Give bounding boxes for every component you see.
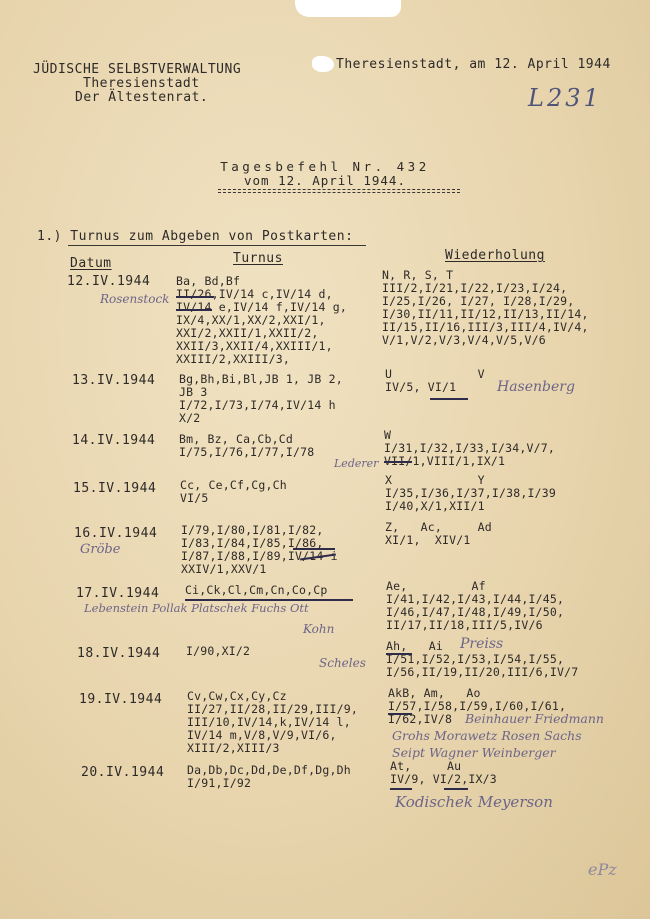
row-repeat-line: Z, Ac, Ad bbox=[385, 520, 492, 534]
handwritten-reference: L231 bbox=[528, 84, 602, 112]
paper-tear-top bbox=[295, 0, 401, 17]
row-repeat-line: VII/1,VIII/1,IX/1 bbox=[384, 454, 506, 468]
row-repeat-line: AkB, Am, Ao bbox=[388, 686, 481, 700]
row-turnus-line: I/91,I/92 bbox=[187, 776, 252, 790]
row-repeat-line: At, Au bbox=[390, 759, 462, 773]
row-repeat-line: I/30,II/11,II/12,II/13,II/14, bbox=[382, 307, 589, 321]
row-turnus-line: JB 3 bbox=[179, 385, 208, 399]
row-date: 16.IV.1944 bbox=[74, 526, 158, 541]
row-repeat-line: I/46,I/47,I/48,I/49,I/50, bbox=[386, 605, 565, 619]
handwritten-names: Lebenstein Pollak Platschek Fuchs Ott bbox=[84, 601, 309, 615]
corner-handwritten-mark: ePz bbox=[588, 860, 617, 879]
row-turnus-line: I/90,XI/2 bbox=[186, 644, 251, 658]
row-turnus-line: XXI/2,XXII/1,XXII/2, bbox=[176, 326, 319, 340]
row-turnus-line: Bm, Bz, Ca,Cb,Cd bbox=[179, 432, 293, 446]
row-repeat-line: V/1,V/2,V/3,V/4,V/5,V/6 bbox=[382, 333, 546, 347]
row-date: 19.IV.1944 bbox=[79, 692, 163, 707]
row-repeat-line: IV/9, VI/2,IX/3 bbox=[390, 772, 497, 786]
row-turnus-line: IV/14 e,IV/14 f,IV/14 g, bbox=[176, 300, 347, 314]
column-header-turnus: Turnus bbox=[233, 251, 283, 266]
row-turnus-line: I/83,I/84,I/85,I/86, bbox=[181, 536, 324, 550]
row-repeat-line: W bbox=[384, 428, 392, 442]
row-repeat-line: IV/5, VI/1 bbox=[385, 380, 457, 394]
handwritten-name: Hasenberg bbox=[497, 379, 575, 395]
row-repeat-line: U V bbox=[385, 367, 485, 381]
row-turnus-line: IX/4,XX/1,XX/2,XXI/1, bbox=[176, 313, 326, 327]
handwritten-names: Grohs Morawetz Rosen Sachs bbox=[392, 728, 582, 743]
place-date: Theresienstadt, am 12. April 1944 bbox=[336, 57, 611, 72]
row-repeat-line: Ah, Ai bbox=[386, 639, 443, 653]
column-header-repeat: Wiederholung bbox=[445, 248, 545, 263]
row-repeat-line: I/25,I/26, I/27, I/28,I/29, bbox=[382, 294, 575, 308]
row-turnus-line: IV/14 m,V/8,V/9,VI/6, bbox=[187, 728, 337, 742]
ink-underline bbox=[293, 548, 335, 550]
paper-hole bbox=[312, 56, 334, 72]
row-repeat-line: X Y bbox=[385, 473, 485, 487]
row-date: 15.IV.1944 bbox=[73, 481, 157, 496]
row-repeat-line: N, R, S, T bbox=[382, 268, 454, 282]
ink-strike bbox=[384, 461, 412, 463]
handwritten-name: Rosenstock bbox=[100, 292, 170, 306]
row-turnus-line: I/75,I/76,I/77,I/78 bbox=[179, 445, 315, 459]
row-turnus-line: II/27,II/28,II/29,III/9, bbox=[187, 702, 358, 716]
row-date: 20.IV.1944 bbox=[81, 765, 165, 780]
row-turnus-line: I/72,I/73,I/74,IV/14 h bbox=[179, 398, 336, 412]
handwritten-name: Gröbe bbox=[80, 542, 121, 557]
handwritten-names: Seipt Wagner Weinberger bbox=[392, 745, 556, 760]
row-repeat-line: XI/1, XIV/1 bbox=[385, 533, 471, 547]
row-turnus-line: VI/5 bbox=[180, 491, 209, 505]
row-turnus-line: XIII/2,XIII/3 bbox=[187, 741, 280, 755]
row-date: 12.IV.1944 bbox=[67, 274, 151, 289]
row-repeat-line: Ae, Af bbox=[386, 579, 486, 593]
section-heading: 1.) Turnus zum Abgeben von Postkarten: bbox=[37, 229, 354, 244]
row-turnus-line: Da,Db,Dc,Dd,De,Df,Dg,Dh bbox=[187, 763, 351, 777]
row-turnus-line: Cv,Cw,Cx,Cy,Cz bbox=[187, 689, 287, 703]
row-date: 17.IV.1944 bbox=[76, 586, 160, 601]
row-repeat-line: I/62,IV/8 bbox=[388, 712, 453, 726]
row-repeat-line: II/17,II/18,III/5,IV/6 bbox=[386, 618, 543, 632]
row-date: 14.IV.1944 bbox=[72, 433, 156, 448]
row-turnus-line: Bg,Bh,Bi,Bl,JB 1, JB 2, bbox=[179, 372, 343, 386]
row-turnus-line: II/26,IV/14 c,IV/14 d, bbox=[176, 287, 333, 301]
ink-strike bbox=[176, 296, 214, 298]
row-repeat-line: II/15,II/16,III/3,III/4,IV/4, bbox=[382, 320, 589, 334]
order-date: vom 12. April 1944. bbox=[244, 173, 406, 188]
row-turnus-line: I/87,I/88,I/89,IV/14 i bbox=[181, 549, 338, 563]
row-turnus-line: X/2 bbox=[179, 411, 201, 425]
row-turnus-line: XXIII/2,XXIII/3, bbox=[176, 352, 290, 366]
row-repeat-line: I/35,I/36,I/37,I/38,I/39 bbox=[385, 486, 556, 500]
handwritten-names: Kodischek Meyerson bbox=[395, 793, 553, 811]
row-turnus-line: Cc, Ce,Cf,Cg,Ch bbox=[180, 478, 287, 492]
row-repeat-line: III/2,I/21,I/22,I/23,I/24, bbox=[382, 281, 568, 295]
row-repeat-line: I/41,I/42,I/43,I/44,I/45, bbox=[386, 592, 565, 606]
row-repeat-line: I/31,I/32,I/33,I/34,V/7, bbox=[384, 441, 555, 455]
ink-underline bbox=[444, 788, 468, 790]
section-heading-underline bbox=[68, 245, 366, 246]
row-turnus-line: Ci,Ck,Cl,Cm,Cn,Co,Cp bbox=[185, 583, 328, 597]
row-repeat-line: I/56,II/19,II/20,III/6,IV/7 bbox=[386, 665, 579, 679]
org-line-3: Der Ältestenrat. bbox=[75, 90, 209, 105]
org-line-1: JÜDISCHE SELBSTVERWALTUNG bbox=[33, 62, 242, 77]
row-turnus-line: XXII/3,XXII/4,XXIII/1, bbox=[176, 339, 333, 353]
order-title: Tagesbefehl Nr. 432 bbox=[220, 159, 430, 174]
ink-underline bbox=[388, 713, 412, 715]
ink-underline bbox=[430, 398, 468, 400]
handwritten-name: Kohn bbox=[303, 622, 335, 636]
row-turnus-line: I/79,I/80,I/81,I/82, bbox=[181, 523, 324, 537]
row-turnus-line: III/10,IV/14,k,IV/14 l, bbox=[187, 715, 351, 729]
handwritten-name: Preiss bbox=[460, 636, 504, 652]
row-date: 18.IV.1944 bbox=[77, 646, 161, 661]
row-repeat-line: I/40,X/1,XII/1 bbox=[385, 499, 485, 513]
ink-underline bbox=[185, 599, 353, 601]
row-repeat-line: I/57,I/58,I/59,I/60,I/61, bbox=[388, 699, 567, 713]
org-line-2: Theresienstadt bbox=[83, 76, 200, 91]
title-underline-2 bbox=[218, 192, 460, 193]
title-underline-1 bbox=[218, 189, 460, 190]
row-turnus-line: Ba, Bd,Bf bbox=[176, 274, 241, 288]
ink-strike bbox=[176, 309, 212, 311]
handwritten-name: Lederer bbox=[334, 457, 379, 470]
row-date: 13.IV.1944 bbox=[72, 373, 156, 388]
ink-underline bbox=[390, 788, 412, 790]
column-header-date: Datum bbox=[70, 256, 112, 271]
row-repeat-line: I/51,I/52,I/53,I/54,I/55, bbox=[386, 652, 565, 666]
handwritten-name: Scheles bbox=[319, 656, 366, 670]
ink-underline bbox=[386, 653, 412, 655]
row-turnus-line: XXIV/1,XXV/1 bbox=[181, 562, 267, 576]
handwritten-names: Beinhauer Friedmann bbox=[465, 711, 604, 726]
